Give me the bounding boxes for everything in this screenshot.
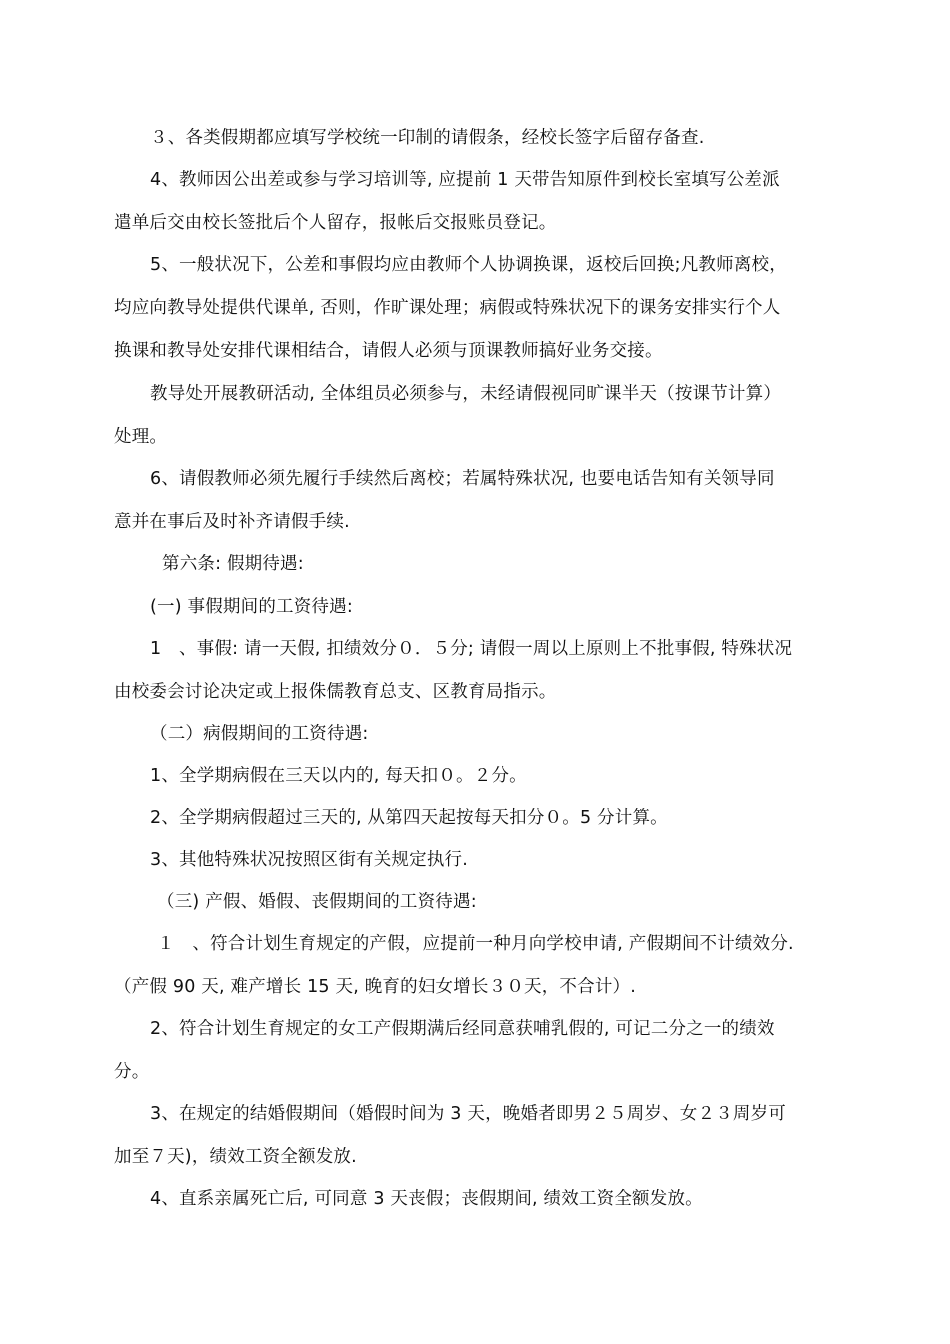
paragraph-line: 2、符合计划生育规定的女工产假期满后经同意获哺乳假的, 可记二分之一的绩效: [150, 1019, 775, 1039]
paragraph-line: 意并在事后及时补齐请假手续.: [114, 512, 350, 532]
paragraph-line: 4、直系亲属死亡后, 可同意 3 天丧假；丧假期间, 绩效工资全额发放。: [150, 1189, 703, 1209]
paragraph-line: 均应向教导处提供代课单, 否则，作旷课处理；病假或特殊状况下的课务安排实行个人: [114, 298, 781, 318]
paragraph-line: 6、请假教师必须先履行手续然后离校；若属特殊状况, 也要电话告知有关领导同: [150, 469, 775, 489]
paragraph-line: 3、在规定的结婚假期间（婚假时间为 3 天，晚婚者即男２５周岁、女２３周岁可: [150, 1104, 786, 1124]
subsection-heading: (一) 事假期间的工资待遇:: [150, 597, 353, 617]
section-heading: 第六条: 假期待遇:: [162, 554, 304, 574]
paragraph-line: 5、一般状况下，公差和事假均应由教师个人协调换课，返校后回换;凡教师离校，: [150, 255, 787, 275]
paragraph-line: 遣单后交由校长签批后个人留存，报帐后交报账员登记。: [114, 213, 557, 233]
paragraph-line: （产假 90 天, 难产增长 15 天, 晚育的妇女增长３０天，不合计）.: [114, 977, 636, 997]
paragraph-line: 由校委会讨论决定或上报侏儒教育总支、区教育局指示。: [114, 682, 557, 702]
paragraph-line: ３、各类假期都应填写学校统一印制的请假条，经校长签字后留存备查.: [150, 128, 705, 148]
paragraph-line: 换课和教导处安排代课相结合，请假人必须与顶课教师搞好业务交接。: [114, 341, 663, 361]
paragraph-line: １ 、符合计划生育规定的产假，应提前一种月向学校申请, 产假期间不计绩效分.: [157, 934, 794, 954]
paragraph-line: 2、全学期病假超过三天的, 从第四天起按每天扣分０。5 分计算。: [150, 808, 668, 828]
paragraph-line: 4、教师因公出差或参与学习培训等, 应提前 1 天带告知原件到校长室填写公差派: [150, 170, 780, 190]
paragraph-line: 教导处开展教研活动, 全体组员必须参与，未经请假视同旷课半天（按课节计算）: [150, 384, 782, 404]
subsection-heading: （三) 产假、婚假、丧假期间的工资待遇:: [157, 892, 477, 912]
paragraph-line: 处理。: [114, 427, 168, 447]
paragraph-line: 3、其他特殊状况按照区街有关规定执行.: [150, 850, 468, 870]
paragraph-line: 1 、事假: 请一天假, 扣绩效分０．５分; 请假一周以上原则上不批事假, 特殊状况: [150, 639, 793, 659]
paragraph-line: 分。: [114, 1062, 150, 1082]
subsection-heading: （二）病假期间的工资待遇:: [150, 724, 369, 744]
paragraph-line: 加至７天)，绩效工资全额发放.: [114, 1147, 357, 1167]
paragraph-line: 1、全学期病假在三天以内的, 每天扣０。２分。: [150, 766, 527, 786]
